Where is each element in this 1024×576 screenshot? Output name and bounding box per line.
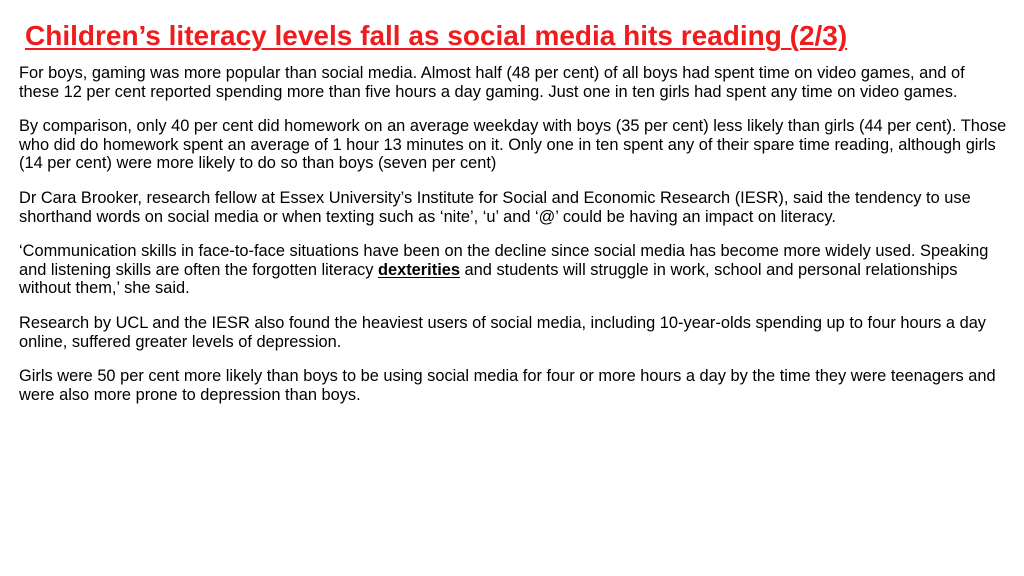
slide-title: Children’s literacy levels fall as social media hits reading (2/3): [25, 20, 848, 51]
slide-body: [19, 64, 1009, 420]
paragraph-research: Research by UCL and the IESR also found the heaviest users of social media, including 10-year-olds spending up to four hours a day online, suffered greater levels of depression.: [19, 313, 986, 351]
paragraph-communication: [19, 242, 1009, 298]
paragraph-brooker: Dr Cara Brooker, research fellow at Essex University’s Institute for Social and Economic Research (IESR), said the tendency to use shorthand words on social media or when texting such as ‘nite’, ‘u’ and ‘@’ could be having an impact on literacy.: [19, 188, 971, 226]
paragraph-communication-after: and students will struggle in work, school and personal relationships without them,’ she said.: [19, 260, 958, 298]
paragraph-girls: Girls were 50 per cent more likely than boys to be using social media for four or more hours a day by the time they were teenagers and were also more prone to depression than boys.: [19, 367, 996, 404]
paragraph-gaming: For boys, gaming was more popular than social media. Almost half (48 per cent) of all boys had spent time on video games, and of these 12 per cent reported spending more than five hours a day gaming. Just one in ten girls had spent any time on video games.: [19, 64, 965, 101]
paragraph-communication-before: ‘Communication skills in face-to-face situations have been on the decline since social media has become more widely used. Speaking and listening skills are often the forgotten literacy: [19, 242, 989, 279]
emphasized-word: dexterities: [377, 260, 460, 279]
paragraph-homework: By comparison, only 40 per cent did homework on an average weekday with boys (35 per cent) less likely than girls (44 per cent). Those who did do homework spent an average of 1 hour 13 minutes on it. Only one in ten spent any of their spare time reading, although girls (14 per cent) were more likely to do so than boys (seven per cent): [19, 117, 1007, 173]
